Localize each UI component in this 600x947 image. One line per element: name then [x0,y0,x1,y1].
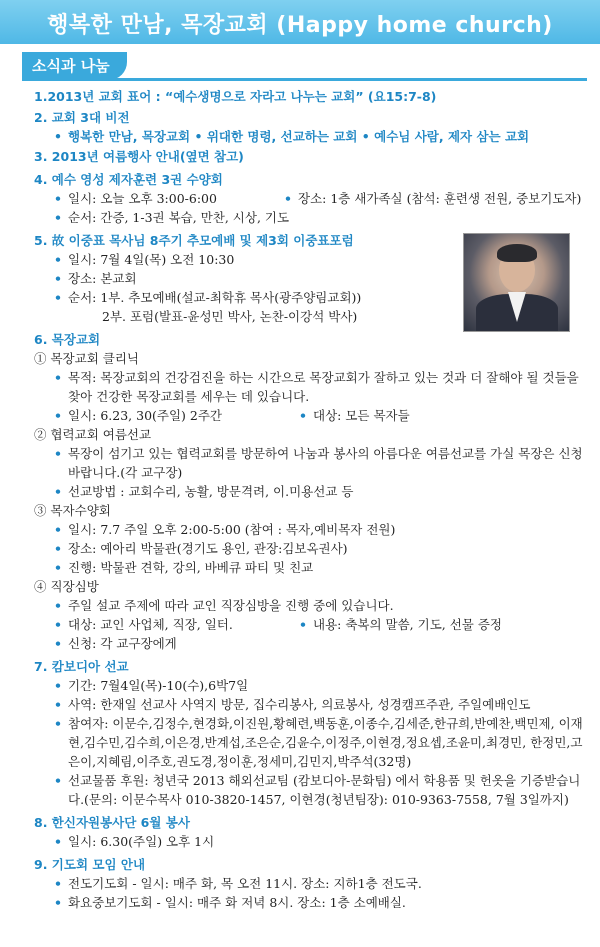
item-4-order: • 순서: 간증, 1-3권 복습, 만찬, 시상, 기도 [54,208,590,227]
item-4-heading: 4. 예수 영성 제자훈련 3권 수양회 [34,172,223,187]
item-7-work: • 사역: 한재일 선교사 사역지 방문, 집수리봉사, 의료봉사, 성경캠프주관, 주일예배인도 [54,695,590,714]
item-4-place: • 장소: 1층 새가족실 (참석: 훈련생 전원, 중보기도자) [284,189,581,208]
item-6-4-heading: ④ 직장심방 [34,579,99,594]
item-5-heading: 5. 故 이중표 목사님 8주기 추모예배 및 제3회 이중표포럼 [34,233,354,248]
item-5-order-2: 2부. 포럼(발표-윤성민 박사, 논찬-이강석 박사) [102,309,358,324]
announcements [34,88,590,912]
item-6-4-desc: • 주일 설교 주제에 따라 교인 직장심방을 진행 중에 있습니다. [54,596,590,615]
item-6-3-time: • 일시: 7.7 주일 오후 2:00-5:00 (참여 : 목자,예비목자 전원) [54,520,590,539]
item-3-heading: 3. 2013년 여름행사 안내(옆면 참고) [34,149,244,164]
item-9-heading: 9. 기도회 모임 안내 [34,857,146,872]
item-7-support: • 선교물품 후원: 청년국 2013 해외선교팀 (캄보디아-문화팀) 에서 학용품 및 헌옷을 기증받습니다.(문의: 이문수목사 010-3820-1457, 이현경(청년팀장): 010-9363-7558, 7월 3일까지) [54,771,588,809]
item-6-2-heading: ② 협력교회 여름선교 [34,427,152,442]
item-1-heading: 1.2013년 교회 표어 : “예수생명으로 자라고 나누는 교회” (요15:7-8) [34,89,437,104]
item-8-heading: 8. 한신자원봉사단 6월 봉사 [34,815,190,830]
item-6-heading: 6. 목장교회 [34,332,101,347]
item-6-1-heading: ① 목장교회 클리닉 [34,351,139,366]
item-6-3-heading: ③ 목자수양회 [34,503,111,518]
banner-title: 행복한 만남, 목장교회 (Happy home church) [47,13,553,38]
section-tab [22,52,127,80]
item-6-1-time: • 일시: 6.23, 30(주일) 2주간 [54,406,222,425]
item-6-4-apply: • 신청: 각 교구장에게 [54,634,590,653]
item-5-order-1: • 순서: 1부. 추모예배(설교-최학휴 목사(광주양림교회)) [54,288,590,307]
item-6-3-progress: • 진행: 박물관 견학, 강의, 바베큐 파티 및 친교 [54,558,590,577]
item-6-4-content: • 내용: 축복의 말씀, 기도, 선물 증정 [299,615,502,634]
section-tab-label: 소식과 나눔 [32,57,110,75]
header-banner [0,0,600,44]
item-6-2-desc: • 목장이 섬기고 있는 협력교회를 방문하여 나눔과 봉사의 아름다운 여름선교를 가실 목장은 신청 바랍니다.(각 교구장) [54,444,588,482]
item-8-time: • 일시: 6.30(주일) 오후 1시 [54,832,590,851]
section-divider [22,78,587,81]
item-6-3-place: • 장소: 예아리 박물관(경기도 용인, 관장:김보옥권사) [54,539,590,558]
item-9-evangelism: • 전도기도회 - 일시: 매주 화, 목 오전 11시. 장소: 지하1층 전도국. [54,874,590,893]
item-7-participants: • 참여자: 이문수,김정수,현경화,이진원,황혜련,백동훈,이종수,김세준,한규희,반예찬,백민제, 이재현,김수민,김수희,이은경,반계섭,조은순,김윤수,이정주,이현경,정요셉,조윤미,최경민, 한정민,고은이,지혜림,이주호,권도경,정이훈,정세미,김민지,박주석(32명) [54,714,588,771]
item-5-time: • 일시: 7월 4일(목) 오전 10:30 [54,250,590,269]
item-2-bullets: • 행복한 만남, 목장교회 • 위대한 명령, 선교하는 교회 • 예수님 사람, 제자 삼는 교회 [54,127,590,146]
item-6-1-target: • 대상: 모든 목자들 [299,406,410,425]
item-9-tuesday: • 화요중보기도회 - 일시: 매주 화 저녁 8시. 장소: 1층 소예배실. [54,893,590,912]
item-2-heading: 2. 교회 3대 비전 [34,110,130,125]
item-7-period: • 기간: 7월4일(목)-10(수),6박7일 [54,676,590,695]
item-7-heading: 7. 캄보디아 선교 [34,659,129,674]
item-6-1-purpose: • 목적: 목장교회의 건강검진을 하는 시간으로 목장교회가 잘하고 있는 것과 더 잘해야 될 것들을 찾아 건강한 목장교회를 세우는 데 있습니다. [54,368,588,406]
item-5-place: • 장소: 본교회 [54,269,590,288]
item-4-time: • 일시: 오늘 오후 3:00-6:00 [54,189,217,208]
item-6-4-target: • 대상: 교인 사업체, 직장, 일터. [54,615,233,634]
item-6-2-method: • 선교방법 : 교회수리, 농활, 방문격려, 이.미용선교 등 [54,482,590,501]
